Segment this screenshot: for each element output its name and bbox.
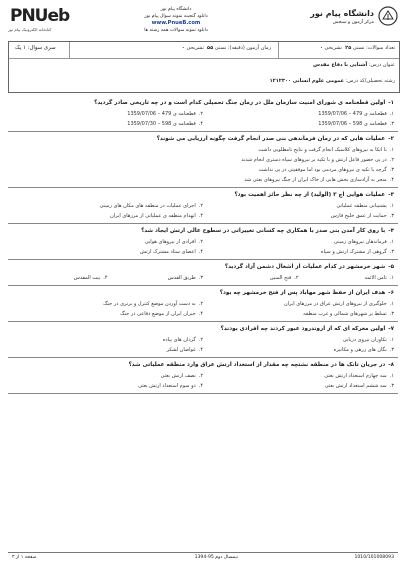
answer-option[interactable] bbox=[203, 211, 394, 221]
option-number: ۴. bbox=[198, 311, 203, 317]
answer-option[interactable] bbox=[203, 335, 394, 345]
option-number: ۱. bbox=[389, 147, 394, 153]
answer-option[interactable] bbox=[12, 109, 203, 119]
option-number: ۳. bbox=[389, 311, 394, 317]
answer-option[interactable] bbox=[12, 175, 394, 185]
answer-option[interactable] bbox=[203, 273, 299, 283]
option-text: منجر به آزادسازی بخش هایی از خاک ایران از چنگ نیروهای بعثی شد bbox=[244, 177, 387, 183]
answer-option[interactable] bbox=[12, 335, 203, 345]
option-text: در پی حضور فاعل ارتش و با تکیه بر نیروهای سپاه دستری انجام شدند bbox=[241, 157, 387, 163]
question-prompt: عملیات هوایی اچ ۳ (الولید) از چه نظر حائز اهمیت بود؟ bbox=[234, 192, 386, 198]
option-text: اجرای عملیات در منطقه های مکان های زمینی bbox=[99, 203, 196, 209]
option-text: دو سوم استعداد ارتش بعثی bbox=[138, 383, 196, 389]
option-number: ۱. bbox=[389, 301, 394, 307]
header-line-2: دانلود گنجینه نمونه سوال پیام نور bbox=[144, 14, 208, 19]
option-text: بیت المقدس bbox=[73, 275, 101, 281]
question-text bbox=[8, 224, 398, 237]
answer-options bbox=[8, 335, 398, 357]
option-number: ۲. bbox=[198, 111, 203, 117]
option-number: ۲. bbox=[198, 373, 203, 379]
question-list bbox=[8, 96, 398, 394]
footer-semester: نیمسال دوم 95-1394 bbox=[194, 555, 238, 560]
option-text: نصف ارتش بعثی bbox=[160, 373, 196, 379]
question-number: ۱- bbox=[388, 100, 394, 106]
question-block bbox=[8, 260, 398, 286]
answer-options bbox=[8, 201, 398, 223]
option-number: ۱. bbox=[389, 203, 394, 209]
answer-option[interactable] bbox=[12, 119, 203, 129]
option-text: فرماندهان نیروهای زمینی bbox=[333, 239, 387, 245]
answer-option[interactable] bbox=[12, 309, 203, 319]
pnueb-logo-tagline: کتابخانه الکترونیک پیام نور bbox=[8, 27, 52, 32]
answer-option[interactable] bbox=[203, 109, 394, 119]
option-text: به دست آوردن موضع کنترل و برتری در جنگ bbox=[103, 301, 196, 307]
option-number: ۱. bbox=[389, 337, 394, 343]
option-text: سه چهارم استعداد ارتش بعثی bbox=[324, 373, 387, 379]
header-line-3: دانلود نمونه سوالات همه رشته ها bbox=[144, 28, 208, 33]
option-number: ۲. bbox=[198, 203, 203, 209]
pnueb-logo-text: PNUeb bbox=[10, 6, 70, 26]
university-name: دانشگاه پیام نور bbox=[310, 9, 374, 18]
header-center-text bbox=[76, 6, 276, 34]
option-number: ۳. bbox=[389, 249, 394, 255]
option-number: ۳. bbox=[389, 213, 394, 219]
option-number: ۴. bbox=[198, 383, 203, 389]
header-site-link[interactable]: www.PnueB.com bbox=[151, 20, 201, 26]
option-number: ۲. bbox=[389, 157, 394, 163]
option-number: ۲. bbox=[294, 275, 299, 281]
option-text: فتح المبین bbox=[269, 275, 292, 281]
option-text: افرادی از نیروهای هوایی bbox=[144, 239, 196, 245]
option-number: ۳. bbox=[198, 275, 203, 281]
question-block bbox=[8, 358, 398, 394]
option-number: ۴. bbox=[103, 275, 108, 281]
option-number: ۴. bbox=[198, 121, 203, 127]
footer-page-number: صفحه ۱ از ۳ bbox=[12, 555, 37, 560]
question-prompt: عملیات هایی که در زمان فرماندهی بنی صدر انجام گرفت چگونه ارزیابی می شوند؟ bbox=[156, 136, 386, 142]
option-number: ۱. bbox=[389, 239, 394, 245]
answer-option[interactable] bbox=[12, 345, 203, 355]
question-prompt: در جریان تانک ها در منطقه نشتچه چه مقدار از استعداد ارتش عراق وارد منطقه عملیاتی شد؟ bbox=[128, 362, 386, 368]
option-text: ثامن الائمه bbox=[364, 275, 387, 281]
option-number: ۴. bbox=[198, 249, 203, 255]
option-text: طریق القدس bbox=[167, 275, 196, 281]
option-number: ۲. bbox=[198, 301, 203, 307]
question-number: ۶- bbox=[388, 290, 394, 296]
question-text bbox=[8, 358, 398, 371]
question-prompt: هدف ایران از حفظ شهر مهاباد پس از فتح خرمشهر چه بود؟ bbox=[219, 290, 386, 296]
answer-option[interactable] bbox=[12, 237, 203, 247]
header-line-1: دانشگاه پیام نور bbox=[160, 7, 192, 12]
option-text: تکاوران نیروی دریایی bbox=[342, 337, 387, 343]
option-text: پشتیبانی منطقه عملیاتی bbox=[336, 203, 387, 209]
option-text: تسلط بر شهرهای شمالی و غرب منطقه bbox=[303, 311, 387, 317]
question-text bbox=[8, 322, 398, 335]
answer-options bbox=[8, 237, 398, 259]
option-text: قطعنامه ی 479 – 1359/07/06 bbox=[127, 111, 196, 117]
answer-options bbox=[8, 371, 398, 393]
pnueb-logo bbox=[8, 6, 70, 32]
question-block bbox=[8, 188, 398, 224]
option-number: ۳. bbox=[389, 347, 394, 353]
question-number: ۲- bbox=[388, 136, 394, 142]
answer-option[interactable] bbox=[203, 381, 394, 391]
answer-option[interactable] bbox=[203, 201, 394, 211]
answer-option[interactable] bbox=[299, 273, 395, 283]
exam-info-row-3 bbox=[9, 75, 399, 91]
question-block bbox=[8, 322, 398, 358]
question-text bbox=[8, 96, 398, 109]
option-text: نگان های زرهی و مکانیزه bbox=[333, 347, 387, 353]
answer-option[interactable] bbox=[203, 237, 394, 247]
answer-options bbox=[8, 299, 398, 321]
footer-code: 1010/101008093 bbox=[354, 555, 394, 560]
question-number: ۵- bbox=[388, 264, 394, 270]
answer-option[interactable] bbox=[108, 273, 204, 283]
option-number: ۳. bbox=[389, 167, 394, 173]
answer-option[interactable] bbox=[12, 155, 394, 165]
option-text: گرچه با تکیه ی نیروهای مردمی بود اما موفقیتی در پی نداشت bbox=[258, 167, 387, 173]
exam-time: زمان آزمون (دقیقه): تستی ۵۵ تشریحی ۰ bbox=[181, 45, 271, 51]
question-text bbox=[8, 286, 398, 299]
question-text bbox=[8, 188, 398, 201]
exam-info-row-2 bbox=[9, 59, 399, 75]
option-text: قطعنامه ی 598 – 1359/07/30 bbox=[127, 121, 196, 127]
question-series: سری سوال: ۱ یک bbox=[15, 45, 56, 51]
option-text: غواصان لشکر bbox=[166, 347, 196, 353]
option-text: گردان های پیاده bbox=[162, 337, 196, 343]
answer-option[interactable] bbox=[12, 165, 394, 175]
answer-option[interactable] bbox=[12, 371, 203, 381]
option-number: ۳. bbox=[389, 121, 394, 127]
university-logo bbox=[290, 6, 398, 32]
answer-option[interactable] bbox=[203, 119, 394, 129]
answer-option[interactable] bbox=[12, 145, 394, 155]
answer-option[interactable] bbox=[12, 381, 203, 391]
option-number: ۱. bbox=[389, 111, 394, 117]
answer-option[interactable] bbox=[12, 299, 203, 309]
option-text: قطعنامه ی 598 – 1359/07/06 bbox=[318, 121, 387, 127]
question-prompt: اولین قطعنامه ی شورای امنیت سازمان ملل در زمان جنگ تحمیلی کدام است و در چه تاریخی صادر گردید؟ bbox=[94, 100, 386, 106]
answer-option[interactable] bbox=[12, 211, 203, 221]
answer-option[interactable] bbox=[203, 247, 394, 257]
question-block bbox=[8, 224, 398, 260]
option-text: انهدام منطقه ی عملیاتی از مرزهای ایران bbox=[110, 213, 196, 219]
answer-option[interactable] bbox=[203, 299, 394, 309]
question-number: ۴- bbox=[388, 228, 394, 234]
answer-option[interactable] bbox=[12, 273, 108, 283]
answer-option[interactable] bbox=[203, 371, 394, 381]
question-text bbox=[8, 132, 398, 145]
exam-info-box bbox=[8, 41, 400, 93]
answer-option[interactable] bbox=[203, 309, 394, 319]
option-number: ۲. bbox=[198, 337, 203, 343]
question-block bbox=[8, 286, 398, 322]
exam-info-row-1 bbox=[9, 42, 399, 59]
question-count: تعداد سوالات: تستی ۲۵ تشریحی ۰ bbox=[319, 45, 395, 51]
option-number: ۱. bbox=[389, 275, 394, 281]
option-number: ۴. bbox=[198, 347, 203, 353]
answer-option[interactable] bbox=[12, 201, 203, 211]
exam-header bbox=[8, 6, 398, 40]
option-number: ۱. bbox=[389, 373, 394, 379]
page-footer bbox=[8, 552, 398, 563]
option-number: ۴. bbox=[389, 177, 394, 183]
question-text bbox=[8, 260, 398, 273]
question-block bbox=[8, 132, 398, 188]
option-text: گروهی از مشترک ارتش و سپاه bbox=[320, 249, 387, 255]
course-title: عنوان درس: آشنایی با دفاع مقدس bbox=[313, 62, 395, 68]
answer-option[interactable] bbox=[203, 345, 394, 355]
answer-options bbox=[8, 273, 398, 285]
question-number: ۸- bbox=[388, 362, 394, 368]
option-number: ۲. bbox=[198, 239, 203, 245]
option-number: ۴. bbox=[198, 213, 203, 219]
question-prompt: اولین معرکه ای که از اروندرود عبور کردند چه افرادی بودند؟ bbox=[220, 326, 386, 332]
question-prompt: شهر خرمشهر در کدام عملیات از اشغال دشمن آزاد گردید؟ bbox=[224, 264, 386, 270]
option-number: ۳. bbox=[389, 383, 394, 389]
answer-options bbox=[8, 145, 398, 187]
option-text: جبران ایران از موضع دفاعی در جنگ bbox=[120, 311, 196, 317]
option-text: حمایت از عمق خلیج فارس bbox=[330, 213, 387, 219]
option-text: قطعنامه ی 479 – 1359/07/06 bbox=[318, 111, 387, 117]
question-prompt: با روی کار آمدن بنی صدر با همکاری چه کسانی تغییراتی در سطوح عالی ارتش ایجاد شد؟ bbox=[141, 228, 386, 234]
question-block bbox=[8, 96, 398, 132]
option-text: اعضای ستاد مشترک ارتش bbox=[139, 249, 196, 255]
answer-options bbox=[8, 109, 398, 131]
question-number: ۷- bbox=[388, 326, 394, 332]
field-code: رشته تحصیلی/کد درس: عمومی علوم انسانی ۱۲۱۲۳۰۰ bbox=[269, 78, 395, 84]
option-text: سه ششم استعداد ارتش بعثی bbox=[324, 383, 387, 389]
answer-option[interactable] bbox=[12, 247, 203, 257]
university-subtitle: مرکز آزمون و سنجش bbox=[332, 20, 374, 25]
question-number: ۳- bbox=[388, 192, 394, 198]
option-text: با اتکا به نیروهای کلاسیک انجام گرفت و نتایج نامطلوبی داشت bbox=[258, 147, 387, 153]
university-emblem-icon bbox=[378, 6, 398, 26]
option-text: جلوگیری از نیروهای ارتش عراق در مرزهای ایران bbox=[284, 301, 387, 307]
